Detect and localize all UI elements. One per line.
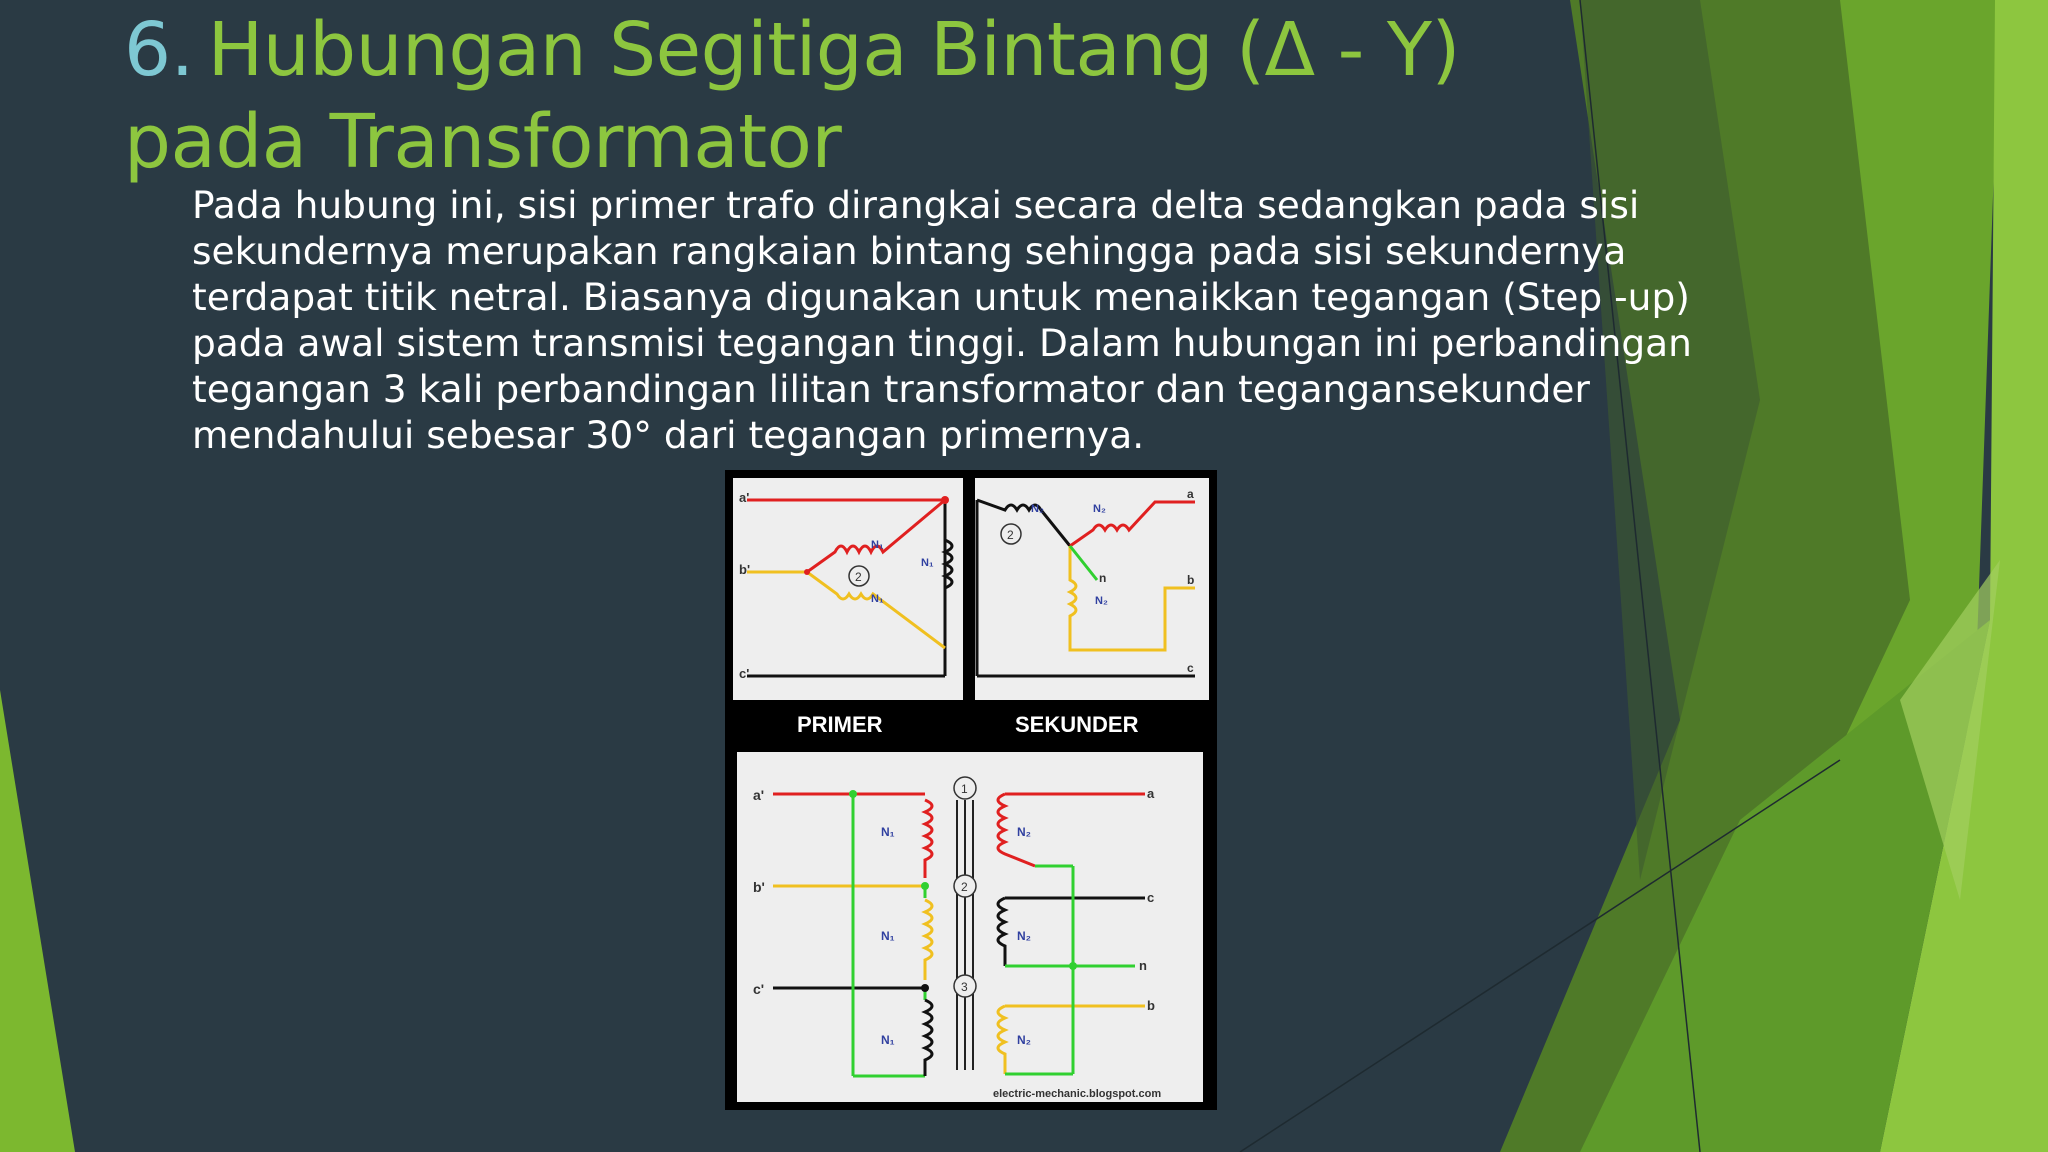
label-bottom-a-prime: a' <box>753 787 765 803</box>
label-bottom-c-prime: c' <box>753 981 765 997</box>
title-number: 6. <box>124 7 194 93</box>
title-line-1: Hubungan Segitiga Bintang (Δ - Y) <box>207 7 1460 93</box>
label-terminal-a: a <box>1187 487 1194 501</box>
primer-delta-panel <box>733 478 963 700</box>
label-bottom-n2-c: N₂ <box>1017 1033 1031 1047</box>
title-line-2: pada Transformator <box>124 99 842 185</box>
label-bottom-b-prime: b' <box>753 879 765 895</box>
image-credit: electric-mechanic.blogspot.com <box>993 1088 1162 1100</box>
label-n1-winding-c: N₁ <box>871 593 884 605</box>
label-circle-3: 3 <box>961 980 968 994</box>
label-terminal-c: c <box>1187 661 1194 675</box>
label-bottom-n: n <box>1139 958 1147 973</box>
label-n2-winding-b: N₂ <box>1093 503 1106 515</box>
label-n2-winding-c: N₂ <box>1095 595 1108 607</box>
label-terminal-a-prime: a' <box>739 490 750 505</box>
label-bottom-n1-b: N₁ <box>881 929 895 943</box>
label-circle-1: 1 <box>961 782 968 796</box>
label-secondary-circle-2: 2 <box>1007 528 1014 542</box>
decor-left-green-shape <box>0 690 75 1152</box>
slide-paragraph: Pada hubung ini, sisi primer trafo dirangkai secara delta sedangkan pada sisi sekundernya merupakan rangkaian bintang sehingga pada sisi sekundernya terdapat titik netral. Biasanya digunakan untuk menaikkan tegangan (Step -up) pada awal sistem transmisi tegangan tinggi. Dalam hubungan ini perbandingan tegangan 3 kali perbandingan lilitan transformator dan tegangansekunder mendahului sebesar 30° dari tegangan primernya. <box>192 183 1692 457</box>
label-terminal-b-prime: b' <box>739 562 751 577</box>
label-n1-winding-a: N₁ <box>871 539 884 551</box>
label-circle-2: 2 <box>855 570 862 584</box>
label-bottom-n2-a: N₂ <box>1017 825 1031 839</box>
combined-wiring-panel <box>737 752 1203 1102</box>
label-neutral-n: n <box>1099 571 1107 585</box>
label-bottom-n1-c: N₁ <box>881 1033 895 1047</box>
label-n2-winding-a: N₂ <box>1031 503 1044 515</box>
slide-title <box>124 4 1624 188</box>
label-primer: PRIMER <box>797 712 883 737</box>
label-n1-winding-b: N₁ <box>921 557 934 569</box>
label-sekunder: SEKUNDER <box>1015 712 1139 737</box>
label-circle-2-bottom: 2 <box>961 880 968 894</box>
label-bottom-c: c <box>1147 890 1155 905</box>
label-bottom-b: b <box>1147 998 1155 1013</box>
label-terminal-c-prime: c' <box>739 666 750 681</box>
transformer-diagram <box>725 470 1217 1110</box>
label-bottom-n1-a: N₁ <box>881 825 895 839</box>
label-bottom-a: a <box>1147 786 1155 801</box>
label-bottom-n2-b: N₂ <box>1017 929 1031 943</box>
label-terminal-b: b <box>1187 573 1195 587</box>
